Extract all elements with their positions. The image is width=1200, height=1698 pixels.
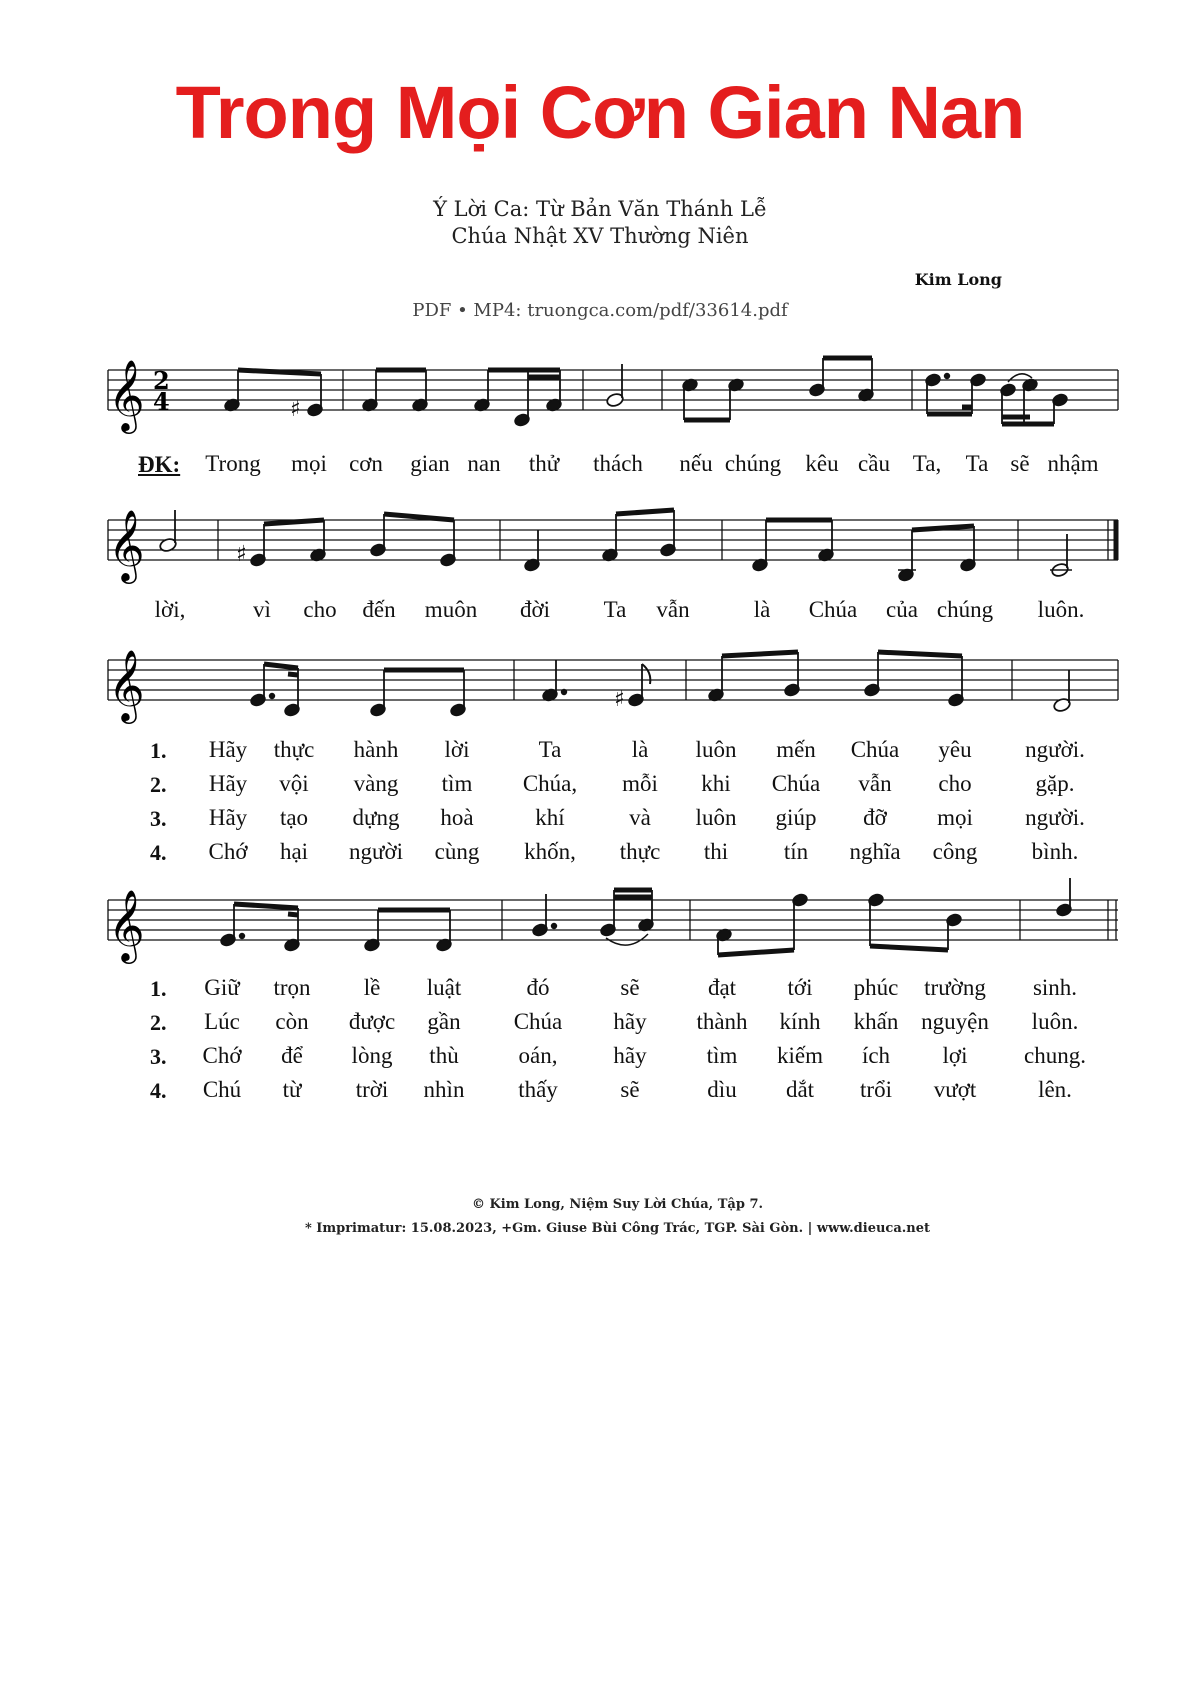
lyric-syllable: nhậm [1047, 451, 1099, 476]
lyric-syllable: Ta, [912, 451, 942, 476]
lyric-syllable: khấn [853, 1009, 899, 1034]
lyric-syllable: oán, [518, 1043, 558, 1068]
verse-number: 4. [150, 1078, 167, 1103]
lyric-syllable: thực [273, 737, 315, 762]
lyric-syllable: luôn [695, 737, 737, 762]
lyric-syllable: nguyện [921, 1009, 989, 1034]
lyric-syllable: Chúa [771, 771, 821, 796]
lyric-syllable: và [629, 805, 651, 830]
time-signature-bottom: 4 [153, 387, 170, 416]
svg-text:♯: ♯ [614, 687, 625, 712]
lyric-syllable: của [886, 597, 918, 622]
lyric-syllable: tới [787, 975, 813, 1000]
verse-number: 3. [150, 806, 167, 831]
lyric-syllable: nan [467, 451, 501, 476]
lyric-syllable: luôn. [1031, 1009, 1079, 1034]
lyric-syllable: Chúa [513, 1009, 563, 1034]
lyric-syllable: còn [275, 1009, 309, 1034]
lyric-syllable: lòng [351, 1043, 393, 1068]
staff-system-3 [0, 630, 1200, 750]
lyric-syllable: nếu [679, 451, 713, 476]
lyric-syllable: cầu [858, 451, 890, 476]
lyric-syllable: Hãy [208, 737, 248, 762]
lyric-syllable: người. [1025, 737, 1085, 762]
lyric-syllable: được [348, 1009, 396, 1034]
lyric-syllable: khi [701, 771, 731, 796]
lyric-syllable: nhìn [423, 1077, 465, 1102]
lyric-syllable: đạt [707, 975, 737, 1000]
lyric-syllable: đỡ [863, 805, 887, 830]
lyric-syllable: dìu [707, 1077, 737, 1102]
lyric-syllable: đó [526, 975, 550, 1000]
lyric-syllable: tìm [441, 771, 473, 796]
lyric-syllable: lợi [942, 1043, 968, 1068]
lyric-syllable: trổi [860, 1077, 892, 1102]
treble-clef-icon: 𝄞 [108, 508, 145, 581]
lyric-syllable: chúng [724, 451, 782, 476]
lyric-syllable: thù [429, 1043, 459, 1068]
lyric-syllable: gặp. [1035, 771, 1075, 796]
lyric-syllable: vội [279, 771, 309, 796]
lyric-syllable: hành [353, 737, 399, 762]
liturgical-occasion: Chúa Nhật XV Thường Niên [451, 224, 749, 248]
lyric-syllable: lề [363, 975, 381, 1000]
lyric-syllable: thực [619, 839, 661, 864]
verse-number: 2. [150, 1010, 167, 1035]
lyric-syllable: yêu [938, 737, 972, 762]
lyric-syllable: luôn [695, 805, 737, 830]
svg-text:♯: ♯ [236, 542, 247, 567]
treble-clef-icon: 𝄞 [108, 888, 145, 961]
lyric-syllable: luật [426, 975, 462, 1000]
lyric-syllable: đời [519, 597, 551, 622]
lyric-syllable: Chớ [208, 839, 248, 864]
time-signature-top: 2 [153, 366, 170, 395]
svg-text:♯: ♯ [290, 397, 301, 422]
staff-system-1 [0, 340, 1200, 460]
lyric-syllable: vượt [933, 1077, 977, 1102]
lyric-syllable: trọn [273, 975, 311, 1000]
treble-clef-icon: 𝄞 [108, 358, 145, 431]
lyric-syllable: mọi [291, 451, 327, 476]
lyric-syllable: lời, [154, 597, 186, 622]
lyric-syllable: Chúa [850, 737, 900, 762]
lyric-syllable: ích [861, 1043, 891, 1068]
staff-system-4 [0, 870, 1200, 990]
lyric-syllable: gần [427, 1009, 461, 1034]
verse-number: 1. [150, 976, 167, 1001]
lyric-syllable: Lúc [204, 1009, 240, 1034]
lyric-syllable: khí [535, 805, 565, 830]
composer-name: Kim Long [914, 270, 1002, 289]
verse-number: 2. [150, 772, 167, 797]
lyric-syllable: Chúa [808, 597, 858, 622]
verse-number: 3. [150, 1044, 167, 1069]
lyric-syllable: gian [410, 451, 450, 476]
lyric-syllable: vàng [353, 771, 399, 796]
lyric-syllable: công [932, 839, 978, 864]
lyric-syllable: để [281, 1043, 303, 1068]
lyric-syllable: Chớ [202, 1043, 242, 1068]
lyric-syllable: mỗi [622, 771, 658, 796]
lyric-syllable: thử [528, 451, 560, 476]
lyric-syllable: cùng [434, 839, 480, 864]
lyric-syllable: kêu [805, 451, 839, 476]
lyric-syllable: vẫn [858, 771, 892, 796]
lyric-syllable: Ta [965, 451, 989, 476]
lyric-syllable: sẽ [620, 975, 640, 1000]
song-title: Trong Mọi Cơn Gian Nan [175, 71, 1025, 154]
lyric-syllable: luôn. [1037, 597, 1085, 622]
copyright-note: © Kim Long, Niệm Suy Lời Chúa, Tập 7. [471, 1197, 764, 1212]
lyric-syllable: trường [924, 975, 986, 1000]
lyric-syllable: Ta [603, 597, 627, 622]
imprimatur-note[interactable]: * Imprimatur: 15.08.2023, +Gm. Giuse Bùi Công Trác, TGP. Sài Gòn. | www.dieuca.net [304, 1221, 931, 1236]
lyric-syllable: Chúa, [522, 771, 578, 796]
lyric-syllable: mến [776, 737, 816, 762]
lyric-syllable: hoà [440, 805, 474, 830]
lyric-syllable: muôn [424, 597, 478, 622]
refrain-label: ĐK: [138, 452, 181, 477]
lyric-syllable: Chú [202, 1077, 242, 1102]
lyric-syllable: cho [938, 771, 972, 796]
lyric-syllable: vẫn [656, 597, 690, 622]
lyric-syllable: là [631, 737, 649, 762]
lyric-syllable: giúp [775, 805, 817, 830]
lyric-syllable: sẽ [1010, 451, 1030, 476]
source-link[interactable]: PDF • MP4: truongca.com/pdf/33614.pdf [412, 300, 788, 321]
lyric-syllable: Hãy [208, 805, 248, 830]
lyric-syllable: lời [444, 737, 470, 762]
lyric-syllable: Ta [538, 737, 562, 762]
lyric-syllable: người [348, 839, 404, 864]
lyric-syllable: chung. [1024, 1043, 1086, 1068]
lyric-syllable: kiếm [777, 1043, 823, 1068]
lyric-syllable: khốn, [524, 839, 576, 864]
lyric-source: Ý Lời Ca: Từ Bản Văn Thánh Lễ [433, 197, 767, 221]
lyric-syllable: trời [355, 1077, 389, 1102]
verse-number: 4. [150, 840, 167, 865]
treble-clef-icon: 𝄞 [108, 648, 145, 721]
lyric-syllable: bình. [1031, 839, 1079, 864]
lyric-syllable: cơn [349, 451, 383, 476]
lyric-syllable: Hãy [208, 771, 248, 796]
lyric-syllable: lên. [1038, 1077, 1072, 1102]
lyric-syllable: thành [696, 1009, 748, 1034]
lyric-syllable: kính [779, 1009, 821, 1034]
lyric-syllable: nghĩa [849, 839, 901, 864]
lyric-syllable: sinh. [1032, 975, 1078, 1000]
lyric-syllable: cho [303, 597, 337, 622]
lyric-syllable: hãy [613, 1043, 647, 1068]
staff-system-2 [0, 490, 1200, 610]
lyric-syllable: Trong [205, 451, 261, 476]
lyric-syllable: tìm [706, 1043, 738, 1068]
lyric-syllable: tín [783, 839, 809, 864]
lyric-syllable: vì [253, 597, 271, 622]
lyric-syllable: tạo [279, 805, 309, 830]
lyric-syllable: Giữ [204, 975, 240, 1000]
lyric-syllable: mọi [937, 805, 973, 830]
lyric-syllable: chúng [936, 597, 994, 622]
lyric-syllable: người. [1025, 805, 1085, 830]
verse-number: 1. [150, 738, 167, 763]
lyric-syllable: sẽ [620, 1077, 640, 1102]
lyric-syllable: phúc [853, 975, 899, 1000]
lyric-syllable: thi [703, 839, 729, 864]
lyric-syllable: đến [362, 597, 396, 622]
lyric-syllable: hại [279, 839, 309, 864]
lyric-syllable: là [753, 597, 771, 622]
lyric-syllable: dựng [352, 805, 400, 830]
lyric-syllable: dắt [785, 1077, 815, 1102]
lyric-syllable: thách [593, 451, 643, 476]
lyric-syllable: hãy [613, 1009, 647, 1034]
lyric-syllable: từ [282, 1077, 302, 1102]
lyric-syllable: thấy [518, 1077, 558, 1102]
